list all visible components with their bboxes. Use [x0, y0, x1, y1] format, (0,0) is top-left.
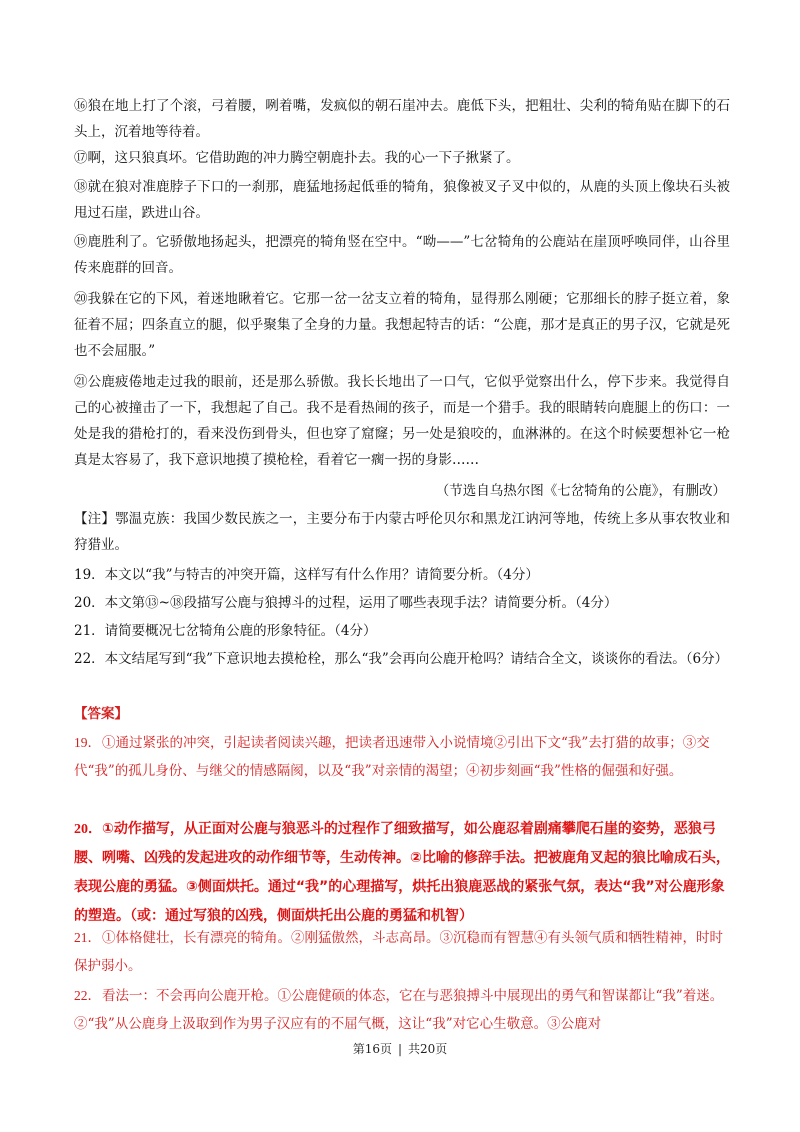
passage-note: 【注】鄂温克族：我国少数民族之一，主要分布于内蒙古呼伦贝尔和黑龙江讷河等地，传统上多从事农牧业和狩猎业。	[74, 511, 730, 553]
answer-label: 【答案】	[74, 706, 128, 722]
answer-20	[74, 815, 734, 931]
answer-text: ①动作描写，从正面对公鹿与狼恶斗的过程作了细致描写，如公鹿忍着剧痛攀爬石崖的姿势，恶狼弓腰、咧嘴、凶残的发起进攻的动作细节等，生动传神。②比喻的修辞手法。把被鹿角叉起的狼比喻成石头，表现公鹿的勇猛。③侧面烘托。通过“我”的心理描写，烘托出狼鹿恶战的紧张气氛，表达“我”对公鹿形象的塑造。（或：通过写狼的凶残，侧面烘托出公鹿的勇猛和机智）	[74, 821, 730, 924]
page-footer	[0, 1040, 800, 1057]
passage-paragraph-17: ⑰啊，这只狼真坏。它借助跑的冲力腾空朝鹿扑去。我的心一下子揪紧了。	[74, 150, 520, 166]
question-21: 21．请简要概况七岔犄角公鹿的形象特征。（4分）	[74, 623, 377, 639]
passage-paragraph-16: ⑯狼在地上打了个滚，弓着腰，咧着嘴，发疯似的朝石崖冲去。鹿低下头，把粗壮、尖利的犄角贴在脚下的石头上，沉着地等待着。	[74, 98, 730, 140]
passage-paragraph-21: ㉑公鹿疲倦地走过我的眼前，还是那么骄傲。我长长地出了一口气，它似乎觉察出什么，停下步来。我觉得自己的心被撞击了一下，我想起了自己。我不是看热闹的孩子，而是一个猎手。我的眼睛转向鹿腿上的伤口：一处是我的猎枪打的，看来没伤到骨头，但也穿了窟窿；另一处是狼咬的，血淋淋的。在这个时候要想补它一枪真是太容易了，我下意识地摸了摸枪栓，看着它一瘸一拐的身影……	[74, 374, 730, 468]
answer-number: 22．	[74, 988, 101, 1003]
passage-paragraph-18: ⑱就在狼对准鹿脖子下口的一刹那，鹿猛地扬起低垂的犄角，狼像被叉子叉中似的，从鹿的头顶上像块石头被甩过石崖，跌进山谷。	[74, 179, 730, 221]
question-22: 22．本文结尾写到“我”下意识地去摸枪栓，那么“我”会再向公鹿开枪吗？请结合全文，谈谈你的看法。（6分）	[74, 651, 729, 667]
answer-text: ①通过紧张的冲突，引起读者阅读兴趣，把读者迅速带入小说情境②引出下文“我”去打猎的故事；③交代“我”的孤儿身份、与继父的情感隔阂，以及“我”对亲情的渴望；④初步刻画“我”性格的倔强和好强。	[74, 735, 710, 779]
question-20: 20．本文第⑬~⑱段描写公鹿与狼搏斗的过程，运用了哪些表现手法？请简要分析。（4分）	[74, 595, 618, 611]
passage-source: （节选自乌热尔图《七岔犄角的公鹿》，有删改）	[435, 483, 726, 499]
page-total: 共20页	[408, 1042, 448, 1056]
passage-paragraph-19: ⑲鹿胜利了。它骄傲地扬起头，把漂亮的犄角竖在空中。“呦——”七岔犄角的公鹿站在崖顶呼唤同伴，山谷里传来鹿群的回音。	[74, 234, 730, 276]
passage-paragraph-20: ⑳我躲在它的下风，着迷地瞅着它。它那一岔一岔支立着的犄角，显得那么刚硬；它那细长的脖子挺立着，象征着不屈；四条直立的腿，似乎聚集了全身的力量。我想起特吉的话：“公鹿，那才是真正的男子汉，它就是死也不会屈服。”	[74, 291, 730, 359]
answer-19	[74, 729, 734, 785]
answer-22	[74, 982, 734, 1038]
answer-number: 19．	[74, 735, 101, 750]
footer-separator: |	[397, 1042, 403, 1056]
answer-text: 看法一：不会再向公鹿开枪。①公鹿健硕的体态，它在与恶狼搏斗中展现出的勇气和智谋都让“我”着迷。②“我”从公鹿身上汲取到作为男子汉应有的不屈气概，这让“我”对它心生敬意。③公鹿对	[74, 988, 724, 1032]
answer-number: 20．	[74, 822, 102, 837]
answer-text: ①体格健壮，长有漂亮的犄角。②刚猛傲然，斗志高昂。③沉稳而有智慧④有头领气质和牺牲精神，时时保护弱小。	[74, 930, 723, 974]
answer-number: 21．	[74, 930, 101, 945]
page-number: 第16页	[352, 1042, 392, 1056]
answer-21	[74, 924, 734, 980]
question-19: 19．本文以“我”与特吉的冲突开篇，这样写有什么作用？请简要分析。（4分）	[74, 567, 539, 583]
